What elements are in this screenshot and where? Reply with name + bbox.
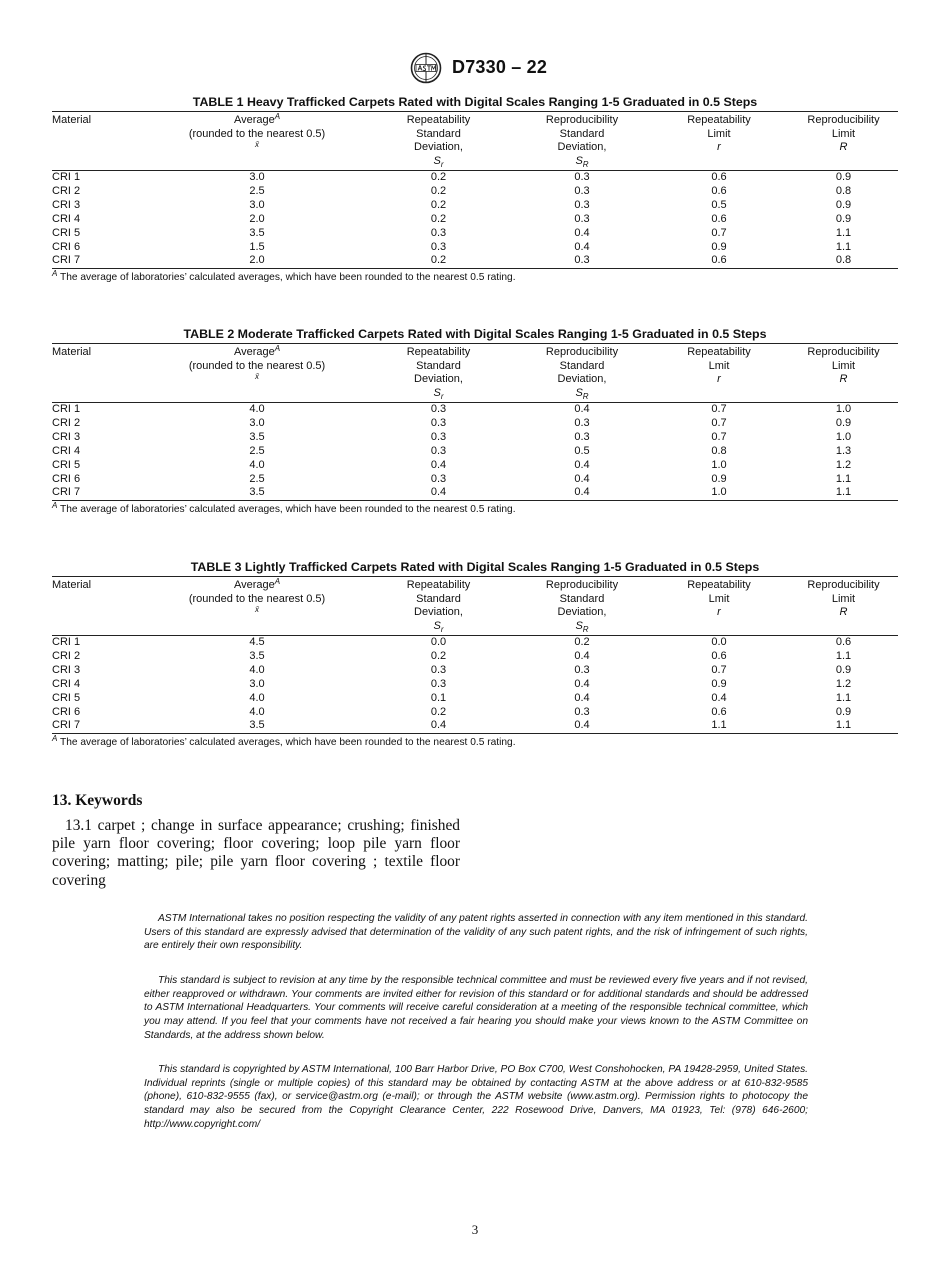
table-row: CRI 2 2.5 0.2 0.3 0.6 0.8: [52, 184, 852, 197]
table-row: CRI 6 1.5 0.3 0.4 0.9 1.1: [52, 240, 852, 253]
table-row: CRI 6 2.5 0.3 0.4 0.9 1.1: [52, 472, 852, 485]
col-average: Average$^A$ (rounded to the nearest 0.5) x̄: [152, 577, 362, 636]
col-repeatability-limit: Repeatability Limit r: [649, 112, 789, 171]
table-title: TABLE 1 Heavy Trafficked Carpets Rated with Digital Scales Ranging 1-5 Graduated in 0.5 Steps: [192, 95, 758, 109]
table-header-row: [52, 112, 898, 171]
col-reproducibility-sd: Reproducibility Standard Deviation, $S_R$: [515, 112, 649, 171]
keywords-heading: 13. Keywords: [52, 792, 143, 809]
table-footnote: $^A$ The average of laboratories’ calculated averages, which have been rounded to the nearest 0.5 rating.: [52, 501, 516, 516]
table-footnote: $^A$ The average of laboratories’ calculated averages, which have been rounded to the nearest 0.5 rating.: [52, 734, 516, 749]
col-repeatability-limit: Repeatability Lmit r: [649, 577, 789, 636]
copyright-notice: This standard is copyrighted by ASTM International, 100 Barr Harbor Drive, PO Box C700, West Conshohocken, PA 19428-2959, United States. Individual reprints (single or multiple copies) of this standard may be obtained by contacting ASTM at the above address or at 610-832-9585 (phone), 610-832-9555 (fax), or service@astm.org (e-mail); or through the ASTM website (www.astm.org). Permission rights to photocopy the standard may also be secured from the Copyright Clearance Center, 222 Rosewood Drive, Danvers, MA 01923, Tel: (978) 646-2600; http://www.copyright.com/: [144, 1064, 808, 1130]
col-repeatability-sd: Repeatability Standard Deviation, $S_r$: [362, 112, 515, 171]
table-row: CRI 5 3.5 0.3 0.4 0.7 1.1: [52, 226, 852, 239]
data-table: [52, 111, 898, 269]
table-row: CRI 7 2.0 0.2 0.3 0.6 0.8: [52, 254, 898, 268]
revision-notice: This standard is subject to revision at any time by the responsible technical committee and must be reviewed every five years and if not revised, either reapproved or withdrawn. Your comments are invited either for revision of this standard or for additional standards and should be addressed to ASTM International Headquarters. Your comments will receive careful consideration at a meeting of the responsible technical committee, which you may attend. If you feel that your comments have not received a fair hearing you should make your views known to the ASTM Committee on Standards, at the address shown below.: [144, 975, 808, 1041]
col-repeatability-sd: Repeatability Standard Deviation, $S_r$: [362, 344, 515, 403]
page-number: 3: [471, 1222, 479, 1237]
table-1-block: [52, 93, 898, 283]
col-repeatability-sd: Repeatability Standard Deviation, $S_r$: [362, 577, 515, 636]
col-material: Material: [52, 577, 152, 636]
keywords-text: 13.1 carpet ; change in surface appearance; crushing; finished pile yarn floor covering; floor covering; loop pile yarn floor covering; matting; pile; pile yarn floor covering ; textile floor covering: [52, 817, 460, 889]
document-id: D7330 – 22: [452, 57, 548, 77]
col-material: Material: [52, 344, 152, 403]
table-2-block: [52, 325, 898, 515]
table-header-row: [52, 577, 898, 636]
col-average: Average$^A$ (rounded to the nearest 0.5) x̄: [152, 344, 362, 403]
col-repeatability-limit: Repeatability Lmit r: [649, 344, 789, 403]
table-row: CRI 2 3.5 0.2 0.4 0.6 1.1: [52, 649, 852, 662]
table-row: CRI 2 3.0 0.3 0.3 0.7 0.9: [52, 416, 852, 429]
table-row: CRI 4 3.0 0.3 0.4 0.9 1.2: [52, 677, 852, 690]
table-row: CRI 5 4.0 0.4 0.4 1.0 1.2: [52, 458, 852, 471]
table-row: CRI 1 4.0 0.3 0.4 0.7 1.0: [52, 403, 852, 415]
table-row: CRI 7 3.5 0.4 0.4 1.1 1.1: [52, 719, 898, 733]
table-row: CRI 4 2.0 0.2 0.3 0.6 0.9: [52, 212, 852, 225]
astm-logo-icon: [409, 52, 443, 84]
col-material: Material: [52, 112, 152, 171]
table-row: CRI 4 2.5 0.3 0.5 0.8 1.3: [52, 444, 852, 457]
table-row: CRI 7 3.5 0.4 0.4 1.0 1.1: [52, 486, 898, 500]
table-row: CRI 1 4.5 0.0 0.2 0.0 0.6: [52, 636, 852, 648]
patent-notice: ASTM International takes no position respecting the validity of any patent rights asserted in connection with any item mentioned in this standard. Users of this standard are expressly advised that determination of the validity of any such patent rights, and the risk of infringement of such rights, are entirely their own responsibility.: [144, 913, 808, 952]
col-reproducibility-limit: Reproducibility Limit R: [789, 112, 898, 171]
table-row: CRI 3 3.0 0.2 0.3 0.5 0.9: [52, 198, 852, 211]
page-header: [0, 52, 950, 84]
data-table: [52, 576, 898, 734]
col-reproducibility-sd: Reproducibility Standard Deviation, $S_R$: [515, 344, 649, 403]
data-table: [52, 343, 898, 501]
table-row: CRI 3 4.0 0.3 0.3 0.7 0.9: [52, 663, 852, 676]
table-row: CRI 5 4.0 0.1 0.4 0.4 1.1: [52, 691, 852, 704]
col-reproducibility-limit: Reproducibility Limit R: [789, 577, 898, 636]
col-reproducibility-limit: Reproducibility Limit R: [789, 344, 898, 403]
table-title: TABLE 3 Lightly Trafficked Carpets Rated with Digital Scales Ranging 1-5 Graduated in 0.5 Steps: [190, 560, 760, 574]
table-title: TABLE 2 Moderate Trafficked Carpets Rated with Digital Scales Ranging 1-5 Graduated in 0.5 Steps: [183, 327, 767, 341]
table-footnote: $^A$ The average of laboratories’ calculated averages, which have been rounded to the nearest 0.5 rating.: [52, 269, 516, 284]
table-header-row: [52, 344, 898, 403]
table-row: CRI 3 3.5 0.3 0.3 0.7 1.0: [52, 430, 852, 443]
col-average: Average$^A$ (rounded to the nearest 0.5) x̄: [152, 112, 362, 171]
col-reproducibility-sd: Reproducibility Standard Deviation, $S_R$: [515, 577, 649, 636]
table-row: CRI 6 4.0 0.2 0.3 0.6 0.9: [52, 705, 852, 718]
table-row: CRI 1 3.0 0.2 0.3 0.6 0.9: [52, 171, 852, 183]
table-3-block: [52, 558, 898, 748]
